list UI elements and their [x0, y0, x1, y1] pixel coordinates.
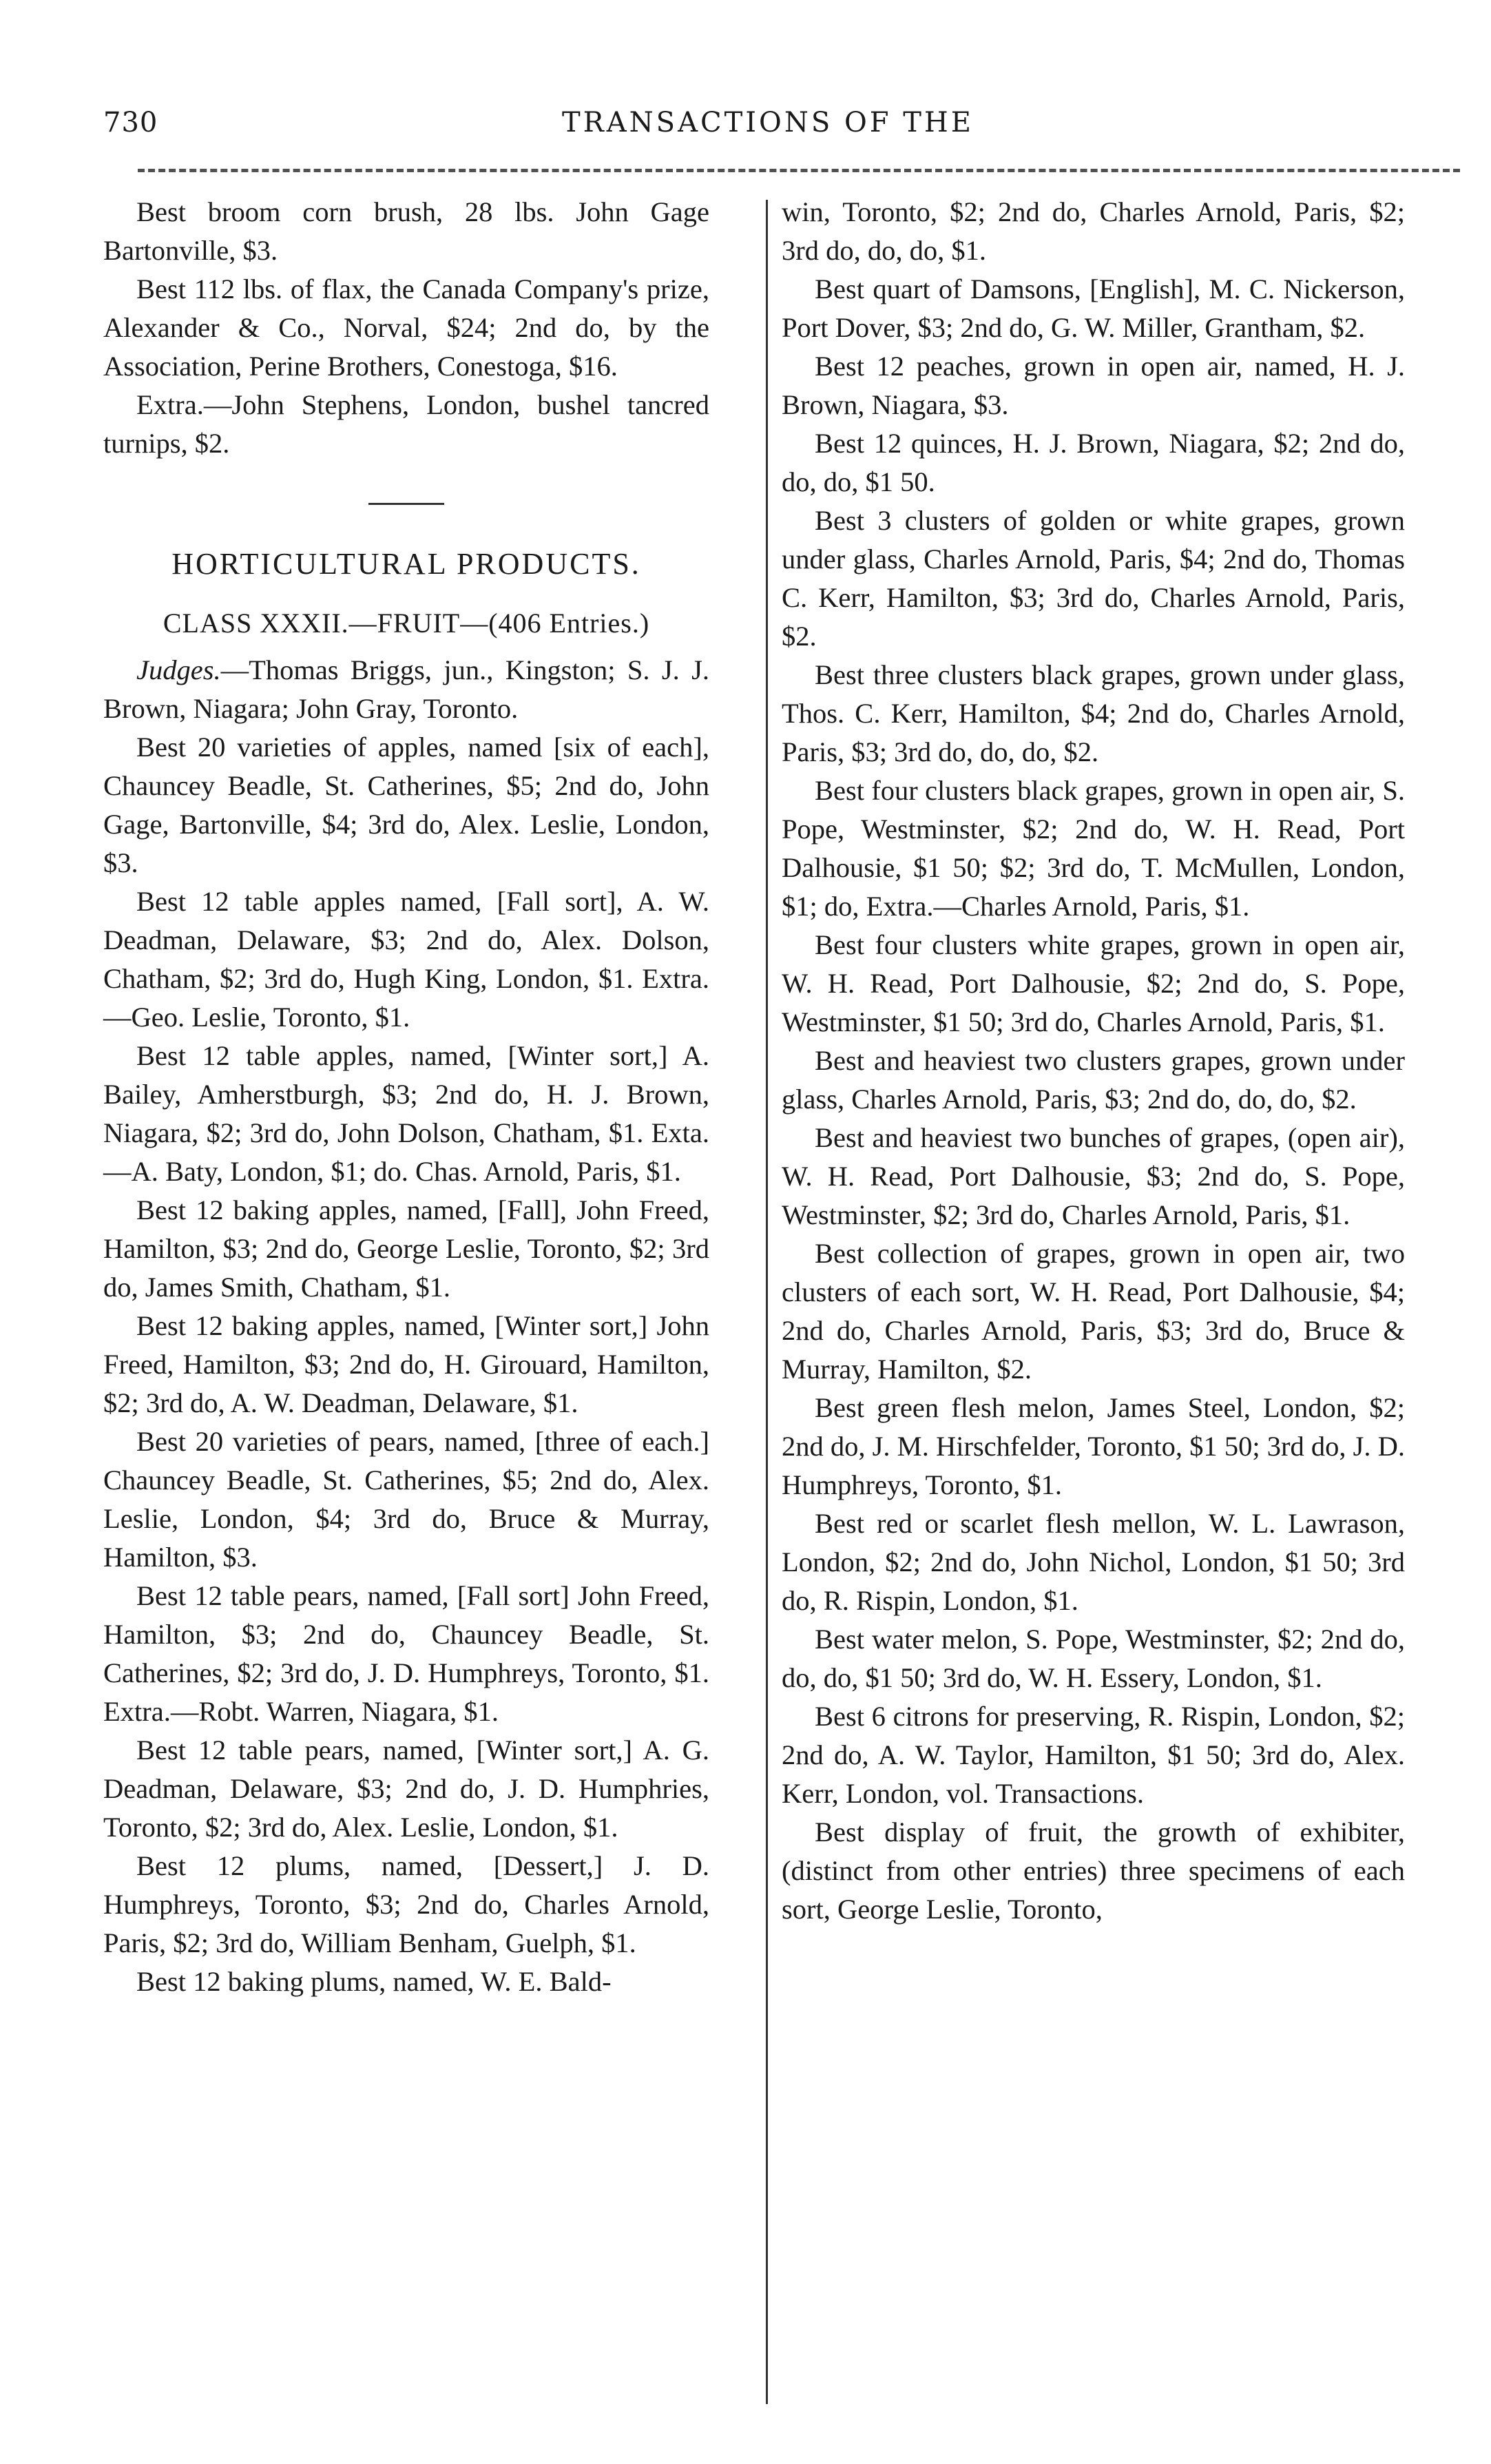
list-item: Best 20 varieties of apples, named [six of each], Chauncey Beadle, St. Catherines, $5; 2nd do, John Gage, Bartonville, $4; 3rd do, Alex. Leslie, London, $3.: [103, 732, 709, 878]
list-item: Best 12 table pears, named, [Fall sort] John Freed, Hamilton, $3; 2nd do, Chauncey Beadle, St. Catherines, $2; 3rd do, J. D. Humphreys, Toronto, $1. Extra.—Robt. Warren, Niagara, $1.: [103, 1580, 709, 1727]
right-column: [782, 193, 1405, 1929]
list-item: Best water melon, S. Pope, Westminster, $2; 2nd do, do, do, $1 50; 3rd do, W. H. Essery, London, $1.: [782, 1624, 1405, 1693]
list-item: Best 12 plums, named, [Dessert,] J. D. Humphreys, Toronto, $3; 2nd do, Charles Arnold, Paris, $2; 3rd do, William Benham, Guelph, $1.: [103, 1850, 709, 1958]
section-title: HORTICULTURAL PRODUCTS.: [171, 547, 641, 581]
list-item: Best and heaviest two clusters grapes, grown under glass, Charles Arnold, Paris, $3; 2nd do, do, do, $2.: [782, 1045, 1405, 1115]
list-item: Best green flesh melon, James Steel, London, $2; 2nd do, J. M. Hirschfelder, Toronto, $1 50; 3rd do, J. D. Humphreys, Toronto, $1.: [782, 1392, 1405, 1500]
list-item: Best 12 quinces, H. J. Brown, Niagara, $2; 2nd do, do, do, $1 50.: [782, 428, 1405, 497]
list-item: Best three clusters black grapes, grown under glass, Thos. C. Kerr, Hamilton, $4; 2nd do, Charles Arnold, Paris, $3; 3rd do, do, do, $2.: [782, 659, 1405, 767]
page-header: [103, 107, 1432, 155]
left-column: [103, 193, 709, 2001]
list-item: Best 12 table apples, named, [Winter sort,] A. Bailey, Amherstburgh, $3; 2nd do, H. J. Brown, Niagara, $2; 3rd do, John Dolson, Chatham, $1. Exta.—A. Baty, London, $1; do. Chas. Arnold, Paris, $1.: [103, 1040, 709, 1187]
list-item: Best 12 table apples named, [Fall sort], A. W. Deadman, Delaware, $3; 2nd do, Alex. Dolson, Chatham, $2; 3rd do, Hugh King, London, $1. Extra.—Geo. Leslie, Toronto, $1.: [103, 886, 709, 1033]
list-item: Best 3 clusters of golden or white grapes, grown under glass, Charles Arnold, Paris, $4; 2nd do, Thomas C. Kerr, Hamilton, $3; 3rd do, Charles Arnold, Paris, $2.: [782, 505, 1405, 652]
list-item: Best four clusters black grapes, grown in open air, S. Pope, Westminster, $2; 2nd do, W. H. Read, Port Dalhousie, $1 50; $2; 3rd do, T. McMullen, London, $1; do, Extra.—Charles Arnold, Paris, $1.: [782, 775, 1405, 922]
list-item: Best display of fruit, the growth of exhibiter, (distinct from other entries) three specimens of each sort, George Leslie, Toronto,: [782, 1816, 1405, 1925]
header-rule: [138, 169, 1460, 172]
list-item-continuation: win, Toronto, $2; 2nd do, Charles Arnold, Paris, $2; 3rd do, do, do, $1.: [782, 196, 1405, 266]
list-item: Best 12 peaches, grown in open air, named, H. J. Brown, Niagara, $3.: [782, 351, 1405, 420]
list-item: Best 12 table pears, named, [Winter sort,] A. G. Deadman, Delaware, $3; 2nd do, J. D. Humphries, Toronto, $2; 3rd do, Alex. Leslie, London, $1.: [103, 1735, 709, 1843]
class-heading: CLASS XXXII.—FRUIT—(406 Entries.): [163, 608, 650, 639]
list-item: Best 6 citrons for preserving, R. Rispin, London, $2; 2nd do, A. W. Taylor, Hamilton, $1 50; 3rd do, Alex. Kerr, London, vol. Transactions.: [782, 1701, 1405, 1809]
column-divider: [766, 200, 768, 2404]
list-item: Best red or scarlet flesh mellon, W. L. Lawrason, London, $2; 2nd do, John Nichol, London, $1 50; 3rd do, R. Rispin, London, $1.: [782, 1508, 1405, 1616]
list-item: Best 12 baking apples, named, [Fall], John Freed, Hamilton, $3; 2nd do, George Leslie, Toronto, $2; 3rd do, James Smith, Chatham, $1.: [103, 1194, 709, 1303]
judges-line: [103, 651, 709, 728]
list-item: Best and heaviest two bunches of grapes, (open air), W. H. Read, Port Dalhousie, $3; 2nd do, S. Pope, Westminster, $2; 3rd do, Charles Arnold, Paris, $1.: [782, 1122, 1405, 1230]
section-divider: [368, 503, 444, 505]
judges-label: Judges.: [136, 654, 221, 685]
list-item: Best collection of grapes, grown in open air, two clusters of each sort, W. H. Read, Port Dalhousie, $4; 2nd do, Charles Arnold, Paris, $3; 3rd do, Bruce & Murray, Hamilton, $2.: [782, 1238, 1405, 1385]
list-item: Best 20 varieties of pears, named, [three of each.] Chauncey Beadle, St. Catherines, $5; 2nd do, Alex. Leslie, London, $4; 3rd do, Bruce & Murray, Hamilton, $3.: [103, 1426, 709, 1573]
list-item: Best 112 lbs. of flax, the Canada Company's prize, Alexander & Co., Norval, $24; 2nd do, by the Association, Perine Brothers, Conestoga, $16.: [103, 273, 709, 382]
list-item: Best broom corn brush, 28 lbs. John Gage Bartonville, $3.: [103, 196, 709, 266]
list-item: Best four clusters white grapes, grown in open air, W. H. Read, Port Dalhousie, $2; 2nd do, S. Pope, Westminster, $1 50; 3rd do, Charles Arnold, Paris, $1.: [782, 929, 1405, 1037]
judges-text: —Thomas Briggs, jun., Kingston; S. J. J. Brown, Niagara; John Gray, Toronto.: [103, 654, 709, 724]
list-item: Best 12 baking plums, named, W. E. Bald-: [136, 1966, 612, 1997]
running-head: TRANSACTIONS OF THE: [562, 107, 974, 138]
list-item: Best 12 baking apples, named, [Winter sort,] John Freed, Hamilton, $3; 2nd do, H. Girouard, Hamilton, $2; 3rd do, A. W. Deadman, Delaware, $1.: [103, 1310, 709, 1418]
list-item: Extra.—John Stephens, London, bushel tancred turnips, $2.: [103, 389, 709, 459]
page-number: 730: [103, 107, 158, 138]
list-item: Best quart of Damsons, [English], M. C. Nickerson, Port Dover, $3; 2nd do, G. W. Miller, Grantham, $2.: [782, 273, 1405, 343]
